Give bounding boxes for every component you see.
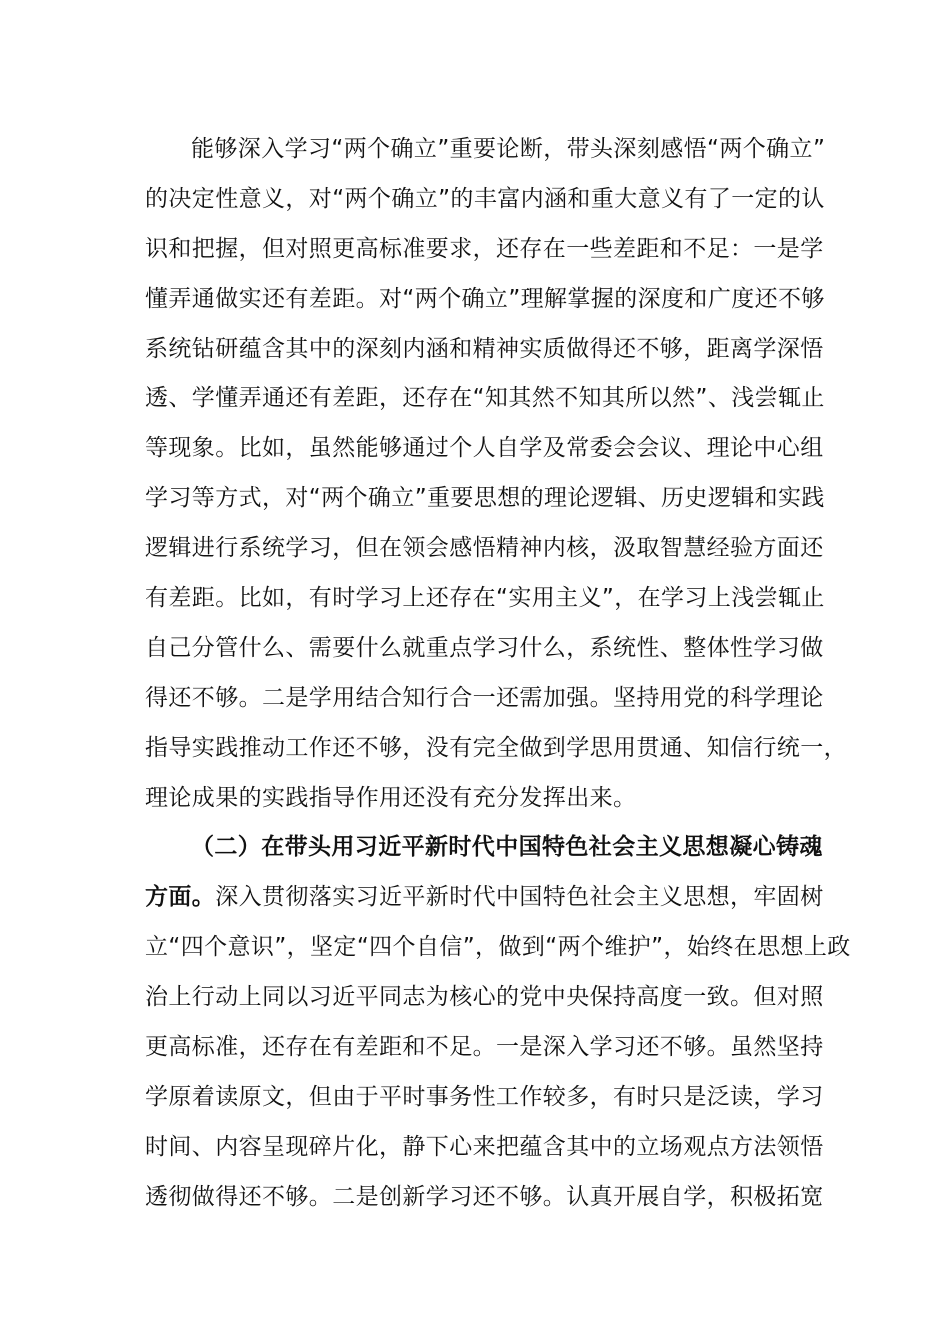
paragraph-1-line: 学习等方式，对“两个确立”重要思想的理论逻辑、历史逻辑和实践 — [145, 485, 825, 512]
paragraph-1-line: 逻辑进行系统学习，但在领会感悟精神内核，汲取智慧经验方面还 — [145, 535, 824, 562]
paragraph-2-line: 治上行动上同以习近平同志为核心的党中央保持高度一致。但对照 — [145, 984, 824, 1011]
paragraph-1-line: 自己分管什么、需要什么就重点学习什么，系统性、整体性学习做 — [145, 634, 824, 661]
document-body — [145, 125, 851, 1223]
paragraph-1-line: 等现象。比如，虽然能够通过个人自学及常委会会议、理论中心组 — [145, 435, 824, 462]
paragraph-1-line: 有差距。比如，有时学习上还存在“实用主义”，在学习上浅尝辄止 — [145, 585, 825, 612]
paragraph-1-line: 理论成果的实践指导作用还没有充分发挥出来。 — [145, 784, 637, 811]
section-heading: （二）在带头用习近平新时代中国特色社会主义思想凝心铸魂 — [191, 834, 823, 861]
paragraph-2-line: 更高标准，还存在有差距和不足。一是深入学习还不够。虽然坚持 — [145, 1034, 824, 1061]
paragraph-1-line: 得还不够。二是学用结合知行合一还需加强。坚持用党的科学理论 — [145, 684, 824, 711]
paragraph-2-line: 透彻做得还不够。二是创新学习还不够。认真开展自学，积极拓宽 — [145, 1183, 824, 1210]
paragraph-2-first-line-text: 深入贯彻落实习近平新时代中国特色社会主义思想，牢固树 — [215, 884, 824, 911]
paragraph-2-line: 立“四个意识”，坚定“四个自信”，做到“两个维护”，始终在思想上政 — [145, 934, 851, 961]
paragraph-1-line: 能够深入学习“两个确立”重要论断，带头深刻感悟“两个确立” — [191, 136, 826, 162]
paragraph-1-line: 系统钻研蕴含其中的深刻内涵和精神实质做得还不够，距离学深悟 — [145, 335, 824, 362]
paragraph-1-line: 指导实践推动工作还不够，没有完全做到学思用贯通、知信行统一， — [145, 734, 847, 761]
paragraph-2-line: 学原着读原文，但由于平时事务性工作较多，有时只是泛读，学习 — [145, 1083, 824, 1110]
paragraph-1-line: 识和把握，但对照更高标准要求，还存在一些差距和不足：一是学 — [145, 235, 824, 262]
section-heading-tail: 方面。 — [145, 884, 216, 911]
paragraph-1-line: 懂弄通做实还有差距。对“两个确立”理解掌握的深度和广度还不够 — [145, 285, 825, 312]
paragraph-2-first-line — [145, 873, 824, 923]
paragraph-1-line: 的决定性意义，对“两个确立”的丰富内涵和重大意义有了一定的认 — [145, 185, 825, 212]
paragraph-1-line: 透、学懂弄通还有差距，还存在“知其然不知其所以然”、浅尝辄止 — [145, 385, 825, 412]
paragraph-2-line: 时间、内容呈现碎片化，静下心来把蕴含其中的立场观点方法领悟 — [145, 1133, 824, 1160]
